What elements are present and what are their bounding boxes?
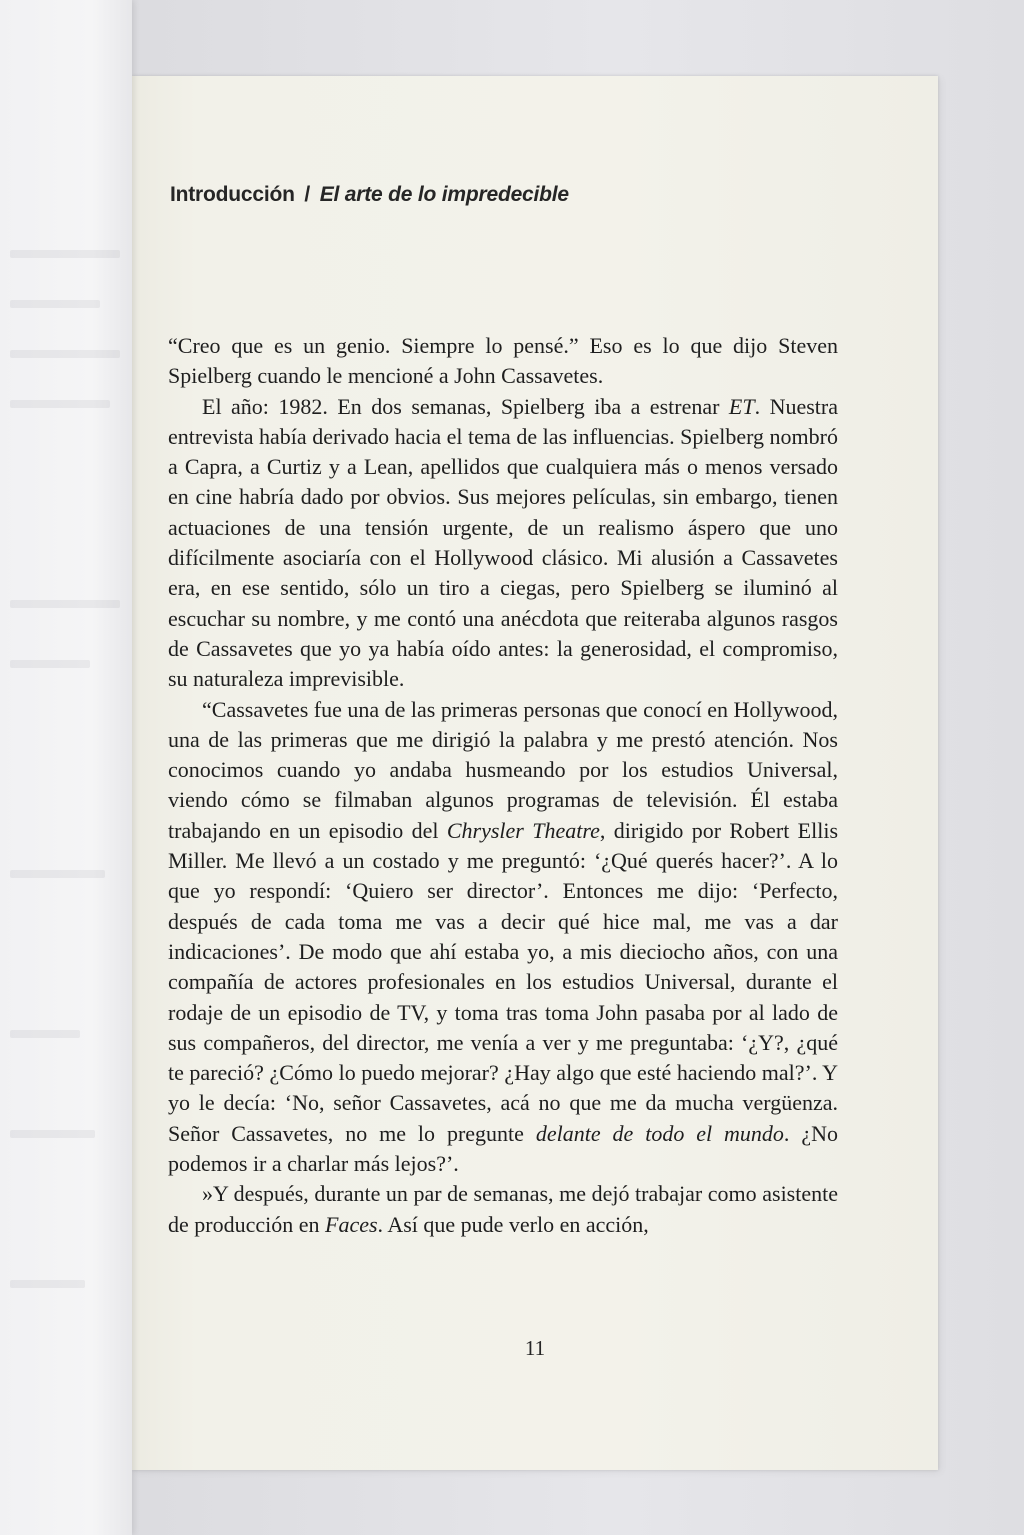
running-header (170, 183, 569, 207)
bleed-through-line (10, 1130, 95, 1138)
text-segment: . ¿No podemos ir a charlar más lejos?’. (168, 1120, 838, 1177)
paragraph (168, 392, 838, 695)
bleed-through-line (10, 1280, 85, 1288)
header-separator: / (304, 183, 311, 206)
text-segment: . Nuestra entrevista había derivado hacia el tema de las influencias. Spielberg nombró a Capra, a Curtiz y a Lean, apellidos que cualquiera más o menos versado en cine habría dado por obvios. Sus mejores películas, sin embargo, tienen actuaciones de una tensión urgente, de un realismo áspero que uno difícilmente asociaría con el Hollywood clásico. Mi alusión a Cassavetes era, en ese sentido, sólo un tiro a ciegas, pero Spielberg se iluminó al escuchar su nombre, y me contó una anécdota que reiteraba algunos rasgos de Cassavetes que yo ya había oído antes: la generosidad, el compromiso, su naturaleza imprevisible. (168, 393, 839, 692)
bleed-through-line (10, 250, 120, 258)
bleed-through-line (10, 660, 90, 668)
bleed-through-line (10, 1030, 80, 1038)
body-text (168, 331, 838, 1240)
paragraph (168, 695, 838, 1180)
italic-text: Faces (325, 1211, 378, 1237)
paragraph (168, 331, 838, 392)
text-segment: »Y después, durante un par de semanas, me dejó trabajar como asistente de producción en (168, 1181, 838, 1237)
text-segment: “Cassavetes fue una de las primeras personas que conocí en Hollywood, una de las primeras que me dirigió la palabra y me prestó atención. Nos conocimos cuando yo andaba husmeando por los estudios Universal, viendo cómo se filmaban algunos programas de televisión. Él estaba trabajando en un episodio del (168, 696, 838, 843)
header-section: Introducción (170, 183, 295, 206)
text-segment: “Creo que es un genio. Siempre lo pensé.” Eso es lo que dijo Steven Spielberg cuando le mencioné a John Cassavetes. (168, 333, 838, 389)
book-page (132, 76, 938, 1470)
facing-page-edge (0, 0, 132, 1535)
text-segment: El año: 1982. En dos semanas, Spielberg iba a estrenar (202, 393, 729, 419)
bleed-through-line (10, 870, 105, 878)
bleed-through-line (10, 350, 120, 358)
text-segment: , dirigido por Robert Ellis Miller. Me llevó a un costado y me preguntó: ‘¿Qué querés hacer?’. A lo que yo respondí: ‘Quiero ser director’. Entonces me dijo: ‘Perfecto, después de cada toma me vas a decir qué hice mal, me vas a dar indicaciones’. De modo que ahí estaba yo, a mis dieciocho años, con una compañía de actores profesionales en los estudios Universal, durante el rodaje de un episodio de TV, y toma tras toma John pasaba por al lado de sus compañeros, del director, me venía a ver y me preguntaba: ‘¿Y?, ¿qué te pareció? ¿Cómo lo puedo mejorar? ¿Hay algo que esté haciendo mal?’. Y yo le decía: ‘No, señor Cassavetes, acá no que me da mucha vergüenza. Señor Cassavetes, no me lo pregunte (168, 817, 839, 1146)
italic-text: delante de todo el mundo (535, 1120, 784, 1146)
bleed-through-line (10, 300, 100, 308)
page-number: 11 (524, 1336, 546, 1360)
italic-text: Chrysler Theatre (446, 817, 600, 843)
italic-text: ET (728, 393, 755, 419)
bleed-through-line (10, 600, 120, 608)
header-title: El arte de lo impredecible (319, 183, 569, 206)
bleed-through-line (10, 400, 110, 408)
paragraph (168, 1179, 838, 1240)
text-segment: . Así que pude verlo en acción, (377, 1211, 649, 1237)
